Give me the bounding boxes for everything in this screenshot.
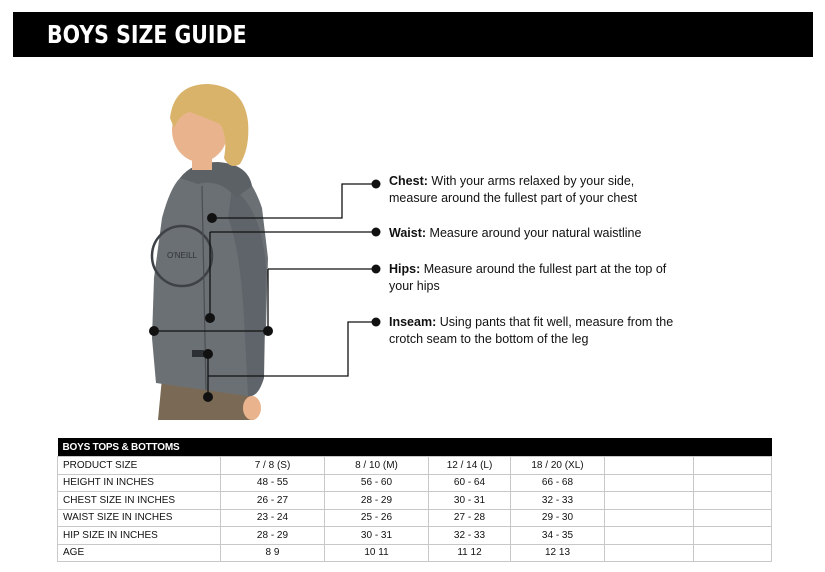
table-cell: 32 - 33 xyxy=(429,527,511,545)
table-body xyxy=(58,457,772,562)
chest-text: With your arms relaxed by your side, measure around the fullest part of your chest xyxy=(389,174,638,205)
table-row xyxy=(58,457,772,475)
table-cell: 32 - 33 xyxy=(511,492,605,510)
table-cell: 66 - 68 xyxy=(511,474,605,492)
table-cell: 7 / 8 (S) xyxy=(221,457,325,475)
table-cell: 56 - 60 xyxy=(325,474,429,492)
table-cell: 12 / 14 (L) xyxy=(429,457,511,475)
row-label: WAIST SIZE IN INCHES xyxy=(58,509,221,527)
inseam-text-bullet xyxy=(372,318,381,327)
table-cell xyxy=(694,492,772,510)
table-cell: 25 - 26 xyxy=(325,509,429,527)
table-cell xyxy=(605,474,694,492)
table-cell xyxy=(694,457,772,475)
row-label: AGE xyxy=(58,544,221,562)
table-row xyxy=(58,509,772,527)
hips-instruction xyxy=(389,261,679,295)
hand-shape xyxy=(243,396,261,420)
table-cell: 29 - 30 xyxy=(511,509,605,527)
table-cell: 18 / 20 (XL) xyxy=(511,457,605,475)
table-cell: 11 12 xyxy=(429,544,511,562)
hips-text-bullet xyxy=(372,265,381,274)
table-row xyxy=(58,544,772,562)
inseam-instruction xyxy=(389,314,689,348)
header-bar xyxy=(13,12,813,57)
table-cell: 28 - 29 xyxy=(221,527,325,545)
table-cell xyxy=(605,527,694,545)
table-cell: 48 - 55 xyxy=(221,474,325,492)
row-label: HIP SIZE IN INCHES xyxy=(58,527,221,545)
row-label: HEIGHT IN INCHES xyxy=(58,474,221,492)
table-cell: 60 - 64 xyxy=(429,474,511,492)
waist-instruction xyxy=(389,225,689,242)
table-title-row xyxy=(58,438,772,457)
boy-in-hoodie-illustration xyxy=(140,78,290,428)
waist-text: Measure around your natural waistline xyxy=(429,226,642,240)
table-title: BOYS TOPS & BOTTOMS xyxy=(58,438,772,457)
chest-instruction xyxy=(389,173,679,207)
table-cell: 10 11 xyxy=(325,544,429,562)
hoodie-tag xyxy=(192,350,204,357)
table-cell xyxy=(694,509,772,527)
table-cell: 26 - 27 xyxy=(221,492,325,510)
size-table-container xyxy=(57,438,771,562)
table-cell: 28 - 29 xyxy=(325,492,429,510)
chest-text-bullet xyxy=(372,180,381,189)
table-cell: 30 - 31 xyxy=(325,527,429,545)
waist-text-bullet xyxy=(372,228,381,237)
table-cell xyxy=(605,509,694,527)
page-title: BOYS SIZE GUIDE xyxy=(47,20,247,49)
table-cell xyxy=(694,544,772,562)
table-cell xyxy=(694,527,772,545)
table-cell xyxy=(694,474,772,492)
table-cell xyxy=(605,457,694,475)
size-table xyxy=(57,438,772,562)
boy-figure-svg xyxy=(140,78,290,428)
inseam-text: Using pants that fit well, measure from the crotch seam to the bottom of the leg xyxy=(389,315,674,346)
table-cell: 30 - 31 xyxy=(429,492,511,510)
waist-label: Waist: xyxy=(389,226,427,240)
table-row xyxy=(58,492,772,510)
table-cell: 12 13 xyxy=(511,544,605,562)
table-cell: 23 - 24 xyxy=(221,509,325,527)
table-cell: 8 9 xyxy=(221,544,325,562)
chest-label: Chest: xyxy=(389,174,428,188)
hips-text: Measure around the fullest part at the top of your hips xyxy=(389,262,667,293)
hoodie-logo-text: O'NEILL xyxy=(167,251,197,260)
row-label: PRODUCT SIZE xyxy=(58,457,221,475)
inseam-label: Inseam: xyxy=(389,315,437,329)
table-cell xyxy=(605,492,694,510)
hips-label: Hips: xyxy=(389,262,421,276)
table-cell: 34 - 35 xyxy=(511,527,605,545)
table-cell: 8 / 10 (M) xyxy=(325,457,429,475)
row-label: CHEST SIZE IN INCHES xyxy=(58,492,221,510)
table-row xyxy=(58,474,772,492)
table-cell xyxy=(605,544,694,562)
table-cell: 27 - 28 xyxy=(429,509,511,527)
table-row xyxy=(58,527,772,545)
